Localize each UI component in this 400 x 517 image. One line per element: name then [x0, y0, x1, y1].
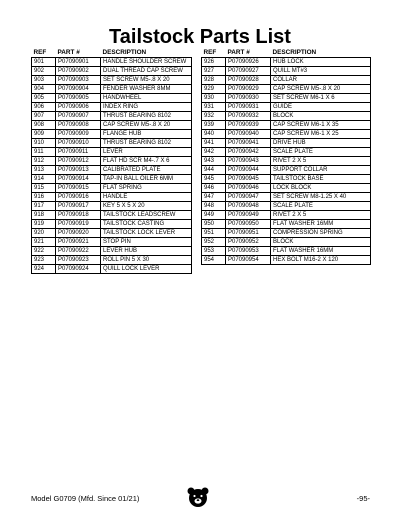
cell-description: FLANGE HUB [101, 130, 192, 139]
cell-description: FENDER WASHER 8MM [101, 85, 192, 94]
cell-description: RIVET 2 X 5 [271, 211, 371, 220]
table-row [202, 121, 371, 130]
table-header-row [202, 48, 371, 58]
cell-description: INDEX RING [101, 103, 192, 112]
cell-part-number: P07090954 [226, 256, 271, 265]
table-row [202, 256, 371, 265]
cell-ref: 902 [32, 67, 56, 76]
cell-ref: 942 [202, 148, 226, 157]
cell-ref: 930 [202, 94, 226, 103]
table-row [202, 85, 371, 94]
table-row [32, 247, 192, 256]
cell-ref: 931 [202, 103, 226, 112]
cell-description: CALIBRATED PLATE [101, 166, 192, 175]
cell-description: COLLAR [271, 76, 371, 85]
cell-ref: 917 [32, 202, 56, 211]
cell-ref: 928 [202, 76, 226, 85]
table-row [202, 175, 371, 184]
table-row [32, 67, 192, 76]
cell-part-number: P07090903 [56, 76, 101, 85]
table-row [32, 148, 192, 157]
header-ref: REF [33, 49, 47, 56]
cell-part-number: P07090923 [56, 256, 101, 265]
bear-logo-icon [186, 486, 210, 508]
cell-ref: 945 [202, 175, 226, 184]
table-row [32, 121, 192, 130]
table-row [32, 229, 192, 238]
cell-ref: 905 [32, 94, 56, 103]
table-row [202, 184, 371, 193]
cell-part-number: P07090922 [56, 247, 101, 256]
cell-ref: 908 [32, 121, 56, 130]
page-number: -95- [356, 494, 370, 503]
table-row [32, 85, 192, 94]
header-description: DESCRIPTION [102, 49, 147, 56]
cell-description: TAILSTOCK LOCK LEVER [101, 229, 192, 238]
cell-ref: 923 [32, 256, 56, 265]
cell-ref: 953 [202, 247, 226, 256]
table-row [32, 112, 192, 121]
table-row [202, 229, 371, 238]
table-row [202, 103, 371, 112]
table-row [32, 94, 192, 103]
cell-part-number: P07090945 [226, 175, 271, 184]
table-row [32, 193, 192, 202]
cell-ref: 914 [32, 175, 56, 184]
cell-part-number: P07090930 [226, 94, 271, 103]
table-row [32, 238, 192, 247]
cell-description: STOP PIN [101, 238, 192, 247]
cell-ref: 907 [32, 112, 56, 121]
cell-description: HANDLE SHOULDER SCREW [101, 58, 192, 67]
cell-ref: 952 [202, 238, 226, 247]
table-row [202, 193, 371, 202]
table-row [202, 166, 371, 175]
cell-description: LOCK BLOCK [271, 184, 371, 193]
table-row [202, 202, 371, 211]
table-row [32, 76, 192, 85]
cell-part-number: P07090953 [226, 247, 271, 256]
cell-description: TAP-IN BALL OILER 6MM [101, 175, 192, 184]
header-part-number: PART # [57, 49, 80, 56]
table-row [202, 139, 371, 148]
cell-part-number: P07090915 [56, 184, 101, 193]
cell-part-number: P07090926 [226, 58, 271, 67]
cell-ref: 919 [32, 220, 56, 229]
cell-ref: 946 [202, 184, 226, 193]
cell-description: SET SCREW M5-.8 X 20 [101, 76, 192, 85]
cell-ref: 943 [202, 157, 226, 166]
table-row [202, 247, 371, 256]
cell-ref: 910 [32, 139, 56, 148]
cell-description: SCALE PLATE [271, 148, 371, 157]
table-row [32, 184, 192, 193]
cell-description: KEY 5 X 5 X 20 [101, 202, 192, 211]
cell-ref: 921 [32, 238, 56, 247]
cell-ref: 922 [32, 247, 56, 256]
table-row [202, 220, 371, 229]
table-row [32, 166, 192, 175]
cell-part-number: P07090914 [56, 175, 101, 184]
cell-ref: 939 [202, 121, 226, 130]
cell-part-number: P07090912 [56, 157, 101, 166]
table-row [32, 175, 192, 184]
table-row [32, 220, 192, 229]
cell-description: DUAL THREAD CAP SCREW [101, 67, 192, 76]
cell-part-number: P07090946 [226, 184, 271, 193]
cell-ref: 950 [202, 220, 226, 229]
table-row [32, 139, 192, 148]
cell-ref: 947 [202, 193, 226, 202]
cell-part-number: P07090950 [226, 220, 271, 229]
cell-part-number: P07090941 [226, 139, 271, 148]
cell-description: CAP SCREW M5-.8 X 20 [271, 85, 371, 94]
cell-description: FLAT SPRING [101, 184, 192, 193]
cell-description: LEVER [101, 148, 192, 157]
footer-model: Model G0709 (Mfd. Since 01/21) [31, 494, 140, 503]
cell-part-number: P07090942 [226, 148, 271, 157]
cell-ref: 924 [32, 265, 56, 274]
cell-ref: 926 [202, 58, 226, 67]
cell-part-number: P07090929 [226, 85, 271, 94]
cell-ref: 906 [32, 103, 56, 112]
cell-part-number: P07090944 [226, 166, 271, 175]
cell-description: TAILSTOCK BASE [271, 175, 371, 184]
cell-part-number: P07090901 [56, 58, 101, 67]
cell-description: SCALE PLATE [271, 202, 371, 211]
cell-description: HUB LOCK [271, 58, 371, 67]
table-row [202, 94, 371, 103]
cell-part-number: P07090949 [226, 211, 271, 220]
cell-part-number: P07090951 [226, 229, 271, 238]
cell-part-number: P07090924 [56, 265, 101, 274]
cell-part-number: P07090902 [56, 67, 101, 76]
cell-ref: 944 [202, 166, 226, 175]
cell-description: BLOCK [271, 238, 371, 247]
cell-part-number: P07090916 [56, 193, 101, 202]
table-row [202, 211, 371, 220]
cell-ref: 951 [202, 229, 226, 238]
cell-description: THRUST BEARING 8102 [101, 139, 192, 148]
cell-part-number: P07090952 [226, 238, 271, 247]
cell-ref: 954 [202, 256, 226, 265]
table-row [202, 238, 371, 247]
cell-description: LEVER HUB [101, 247, 192, 256]
cell-ref: 904 [32, 85, 56, 94]
parts-table-left [31, 48, 192, 274]
header-ref: REF [203, 49, 217, 56]
cell-description: TAILSTOCK CASTING [101, 220, 192, 229]
cell-ref: 903 [32, 76, 56, 85]
cell-part-number: P07090943 [226, 157, 271, 166]
cell-part-number: P07090904 [56, 85, 101, 94]
cell-part-number: P07090910 [56, 139, 101, 148]
table-header-row [32, 48, 192, 58]
cell-description: SET SCREW M6-1 X 6 [271, 94, 371, 103]
table-row [32, 58, 192, 67]
header-part-number: PART # [227, 49, 250, 56]
cell-description: FLAT WASHER 16MM [271, 220, 371, 229]
cell-ref: 927 [202, 67, 226, 76]
parts-table-right [201, 48, 371, 265]
cell-part-number: P07090931 [226, 103, 271, 112]
cell-ref: 940 [202, 130, 226, 139]
cell-description: CAP SCREW M6-1 X 35 [271, 121, 371, 130]
cell-description: DRIVE HUB [271, 139, 371, 148]
cell-ref: 916 [32, 193, 56, 202]
cell-part-number: P07090911 [56, 148, 101, 157]
cell-ref: 929 [202, 85, 226, 94]
cell-part-number: P07090913 [56, 166, 101, 175]
cell-part-number: P07090939 [226, 121, 271, 130]
cell-part-number: P07090940 [226, 130, 271, 139]
cell-ref: 948 [202, 202, 226, 211]
table-row [32, 256, 192, 265]
cell-part-number: P07090948 [226, 202, 271, 211]
cell-description: CAP SCREW M6-1 X 25 [271, 130, 371, 139]
cell-description: TAILSTOCK LEADSCREW [101, 211, 192, 220]
cell-description: FLAT WASHER 16MM [271, 247, 371, 256]
cell-part-number: P07090932 [226, 112, 271, 121]
cell-part-number: P07090917 [56, 202, 101, 211]
cell-description: HANDWHEEL [101, 94, 192, 103]
cell-ref: 915 [32, 184, 56, 193]
cell-description: HEX BOLT M16-2 X 120 [271, 256, 371, 265]
cell-part-number: P07090920 [56, 229, 101, 238]
table-row [202, 67, 371, 76]
cell-ref: 949 [202, 211, 226, 220]
cell-part-number: P07090919 [56, 220, 101, 229]
cell-part-number: P07090928 [226, 76, 271, 85]
cell-ref: 911 [32, 148, 56, 157]
cell-part-number: P07090907 [56, 112, 101, 121]
table-row [32, 211, 192, 220]
cell-ref: 912 [32, 157, 56, 166]
cell-part-number: P07090908 [56, 121, 101, 130]
cell-part-number: P07090918 [56, 211, 101, 220]
cell-description: SUPPORT COLLAR [271, 166, 371, 175]
header-description: DESCRIPTION [272, 49, 317, 56]
table-row [202, 58, 371, 67]
table-row [202, 148, 371, 157]
cell-ref: 932 [202, 112, 226, 121]
cell-part-number: P07090909 [56, 130, 101, 139]
cell-description: RIVET 2 X 5 [271, 157, 371, 166]
cell-description: FLAT HD SCR M4-.7 X 6 [101, 157, 192, 166]
table-row [202, 76, 371, 85]
cell-description: HANDLE [101, 193, 192, 202]
table-row [32, 265, 192, 274]
table-row [202, 130, 371, 139]
table-row [32, 130, 192, 139]
cell-part-number: P07090906 [56, 103, 101, 112]
page-title: Tailstock Parts List [109, 26, 291, 48]
cell-description: CAP SCREW M5-.8 X 20 [101, 121, 192, 130]
cell-description: ROLL PIN 5 X 30 [101, 256, 192, 265]
cell-description: COMPRESSION SPRING [271, 229, 371, 238]
table-row [202, 112, 371, 121]
cell-part-number: P07090947 [226, 193, 271, 202]
cell-part-number: P07090921 [56, 238, 101, 247]
cell-ref: 918 [32, 211, 56, 220]
cell-description: THRUST BEARING 8102 [101, 112, 192, 121]
cell-ref: 913 [32, 166, 56, 175]
cell-description: QUILL MT#3 [271, 67, 371, 76]
cell-description: SET SCREW M8-1.25 X 40 [271, 193, 371, 202]
cell-part-number: P07090905 [56, 94, 101, 103]
cell-ref: 901 [32, 58, 56, 67]
cell-description: BLOCK [271, 112, 371, 121]
cell-description: GUIDE [271, 103, 371, 112]
cell-ref: 941 [202, 139, 226, 148]
cell-ref: 920 [32, 229, 56, 238]
cell-description: QUILL LOCK LEVER [101, 265, 192, 274]
table-row [32, 202, 192, 211]
cell-ref: 909 [32, 130, 56, 139]
table-row [32, 157, 192, 166]
table-row [32, 103, 192, 112]
table-row [202, 157, 371, 166]
cell-part-number: P07090927 [226, 67, 271, 76]
